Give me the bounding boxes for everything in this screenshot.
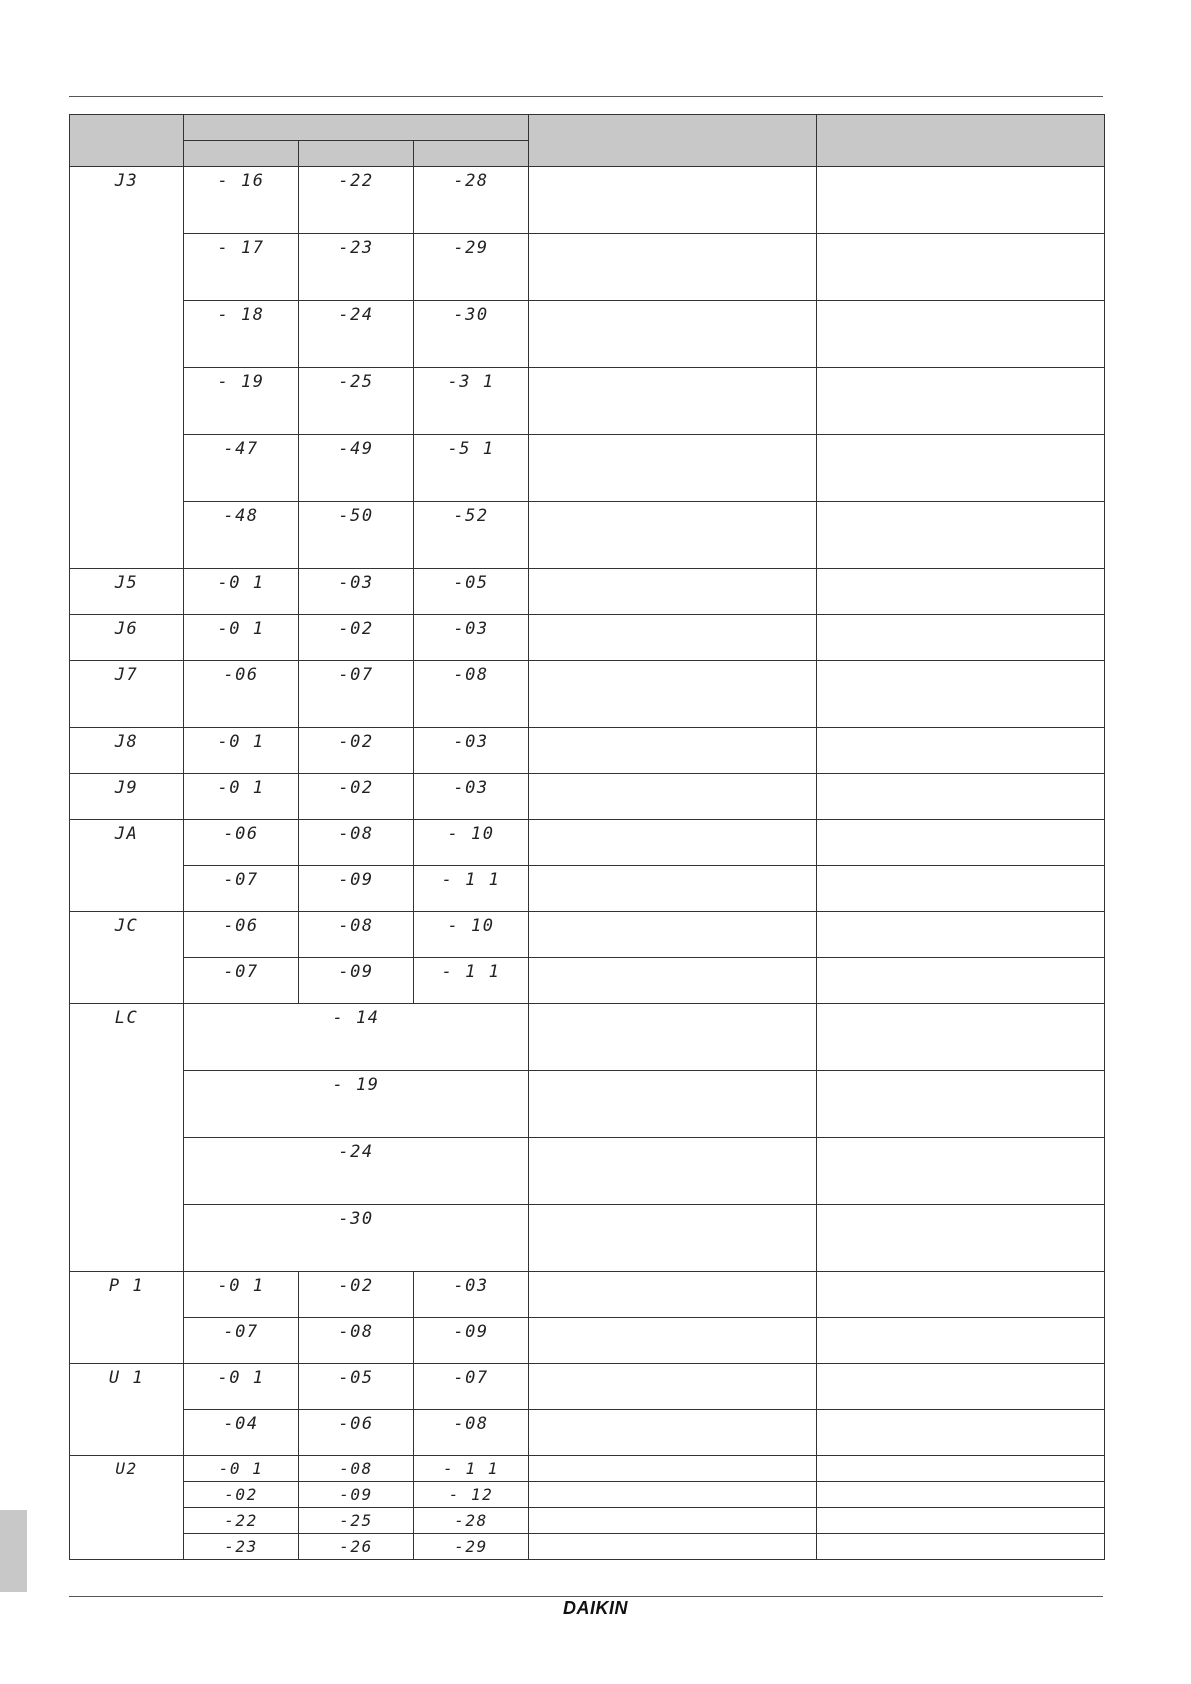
sub-code: -08 — [338, 1322, 374, 1342]
sub-code: -06 — [338, 1414, 374, 1434]
sub-code: -09 — [453, 1322, 489, 1342]
sub-code-cell — [299, 820, 414, 866]
sub-code-cell — [184, 958, 299, 1004]
sub-code: - 1 1 — [441, 870, 501, 890]
sub-code: - 16 — [217, 171, 265, 191]
sub-code-cell — [299, 1364, 414, 1410]
sub-code: -24 — [338, 305, 374, 325]
solution-cell — [817, 1456, 1105, 1482]
sub-code-cell — [414, 301, 529, 368]
sub-code: -03 — [453, 619, 489, 639]
main-code: J6 — [114, 619, 139, 639]
main-code-cell — [70, 820, 184, 912]
sub-code-cell — [299, 1456, 414, 1482]
sub-code: - 1 1 — [443, 1459, 499, 1478]
main-code-cell — [70, 912, 184, 1004]
sub-code: -0 1 — [218, 1459, 264, 1478]
sub-code-cell — [299, 167, 414, 234]
sub-code-cell — [184, 1364, 299, 1410]
sub-code: -06 — [223, 916, 259, 936]
description-cell — [529, 774, 817, 820]
description-cell — [529, 569, 817, 615]
solution-cell — [817, 1364, 1105, 1410]
sub-code-cell — [414, 774, 529, 820]
sub-code-cell — [184, 1318, 299, 1364]
sub-code-cell — [299, 502, 414, 569]
solution-cell — [817, 569, 1105, 615]
sub-code-cell — [299, 1534, 414, 1560]
solution-cell — [817, 368, 1105, 435]
table-row — [70, 615, 1105, 661]
sub-code: -02 — [338, 619, 374, 639]
main-code: JA — [114, 824, 139, 844]
sub-code: -49 — [338, 439, 374, 459]
sub-code: -22 — [338, 171, 374, 191]
table-row — [70, 1004, 1105, 1071]
description-cell — [529, 615, 817, 661]
solution-cell — [817, 1410, 1105, 1456]
sub-code-cell — [414, 728, 529, 774]
header-description — [529, 115, 817, 167]
sub-code: -02 — [338, 778, 374, 798]
sub-code: -07 — [223, 962, 259, 982]
solution-cell — [817, 615, 1105, 661]
description-cell — [529, 1410, 817, 1456]
sub-code: -03 — [453, 778, 489, 798]
main-code: U2 — [115, 1459, 138, 1478]
main-code-cell — [70, 569, 184, 615]
description-cell — [529, 234, 817, 301]
main-code: J5 — [114, 573, 139, 593]
sub-code: -02 — [224, 1485, 258, 1504]
solution-cell — [817, 1318, 1105, 1364]
solution-cell — [817, 1205, 1105, 1272]
sub-code: -07 — [338, 665, 374, 685]
sub-code: -5 1 — [447, 439, 495, 459]
solution-cell — [817, 1071, 1105, 1138]
sub-code: -0 1 — [217, 573, 265, 593]
sub-code-cell — [414, 502, 529, 569]
sub-code-cell — [299, 301, 414, 368]
sub-code-cell — [414, 1364, 529, 1410]
solution-cell — [817, 958, 1105, 1004]
table-row — [70, 866, 1105, 912]
table-row — [70, 912, 1105, 958]
sub-code: -08 — [453, 665, 489, 685]
sub-code-cell — [299, 1508, 414, 1534]
sub-code: -08 — [338, 824, 374, 844]
solution-cell — [817, 435, 1105, 502]
sub-code: -48 — [223, 506, 259, 526]
description-cell — [529, 866, 817, 912]
sub-code-cell — [299, 569, 414, 615]
sub-code-cell — [299, 1272, 414, 1318]
sub-code-cell — [299, 368, 414, 435]
sub-code-cell — [184, 1482, 299, 1508]
sub-code-cell — [414, 866, 529, 912]
sub-code-cell — [299, 958, 414, 1004]
table-row — [70, 1272, 1105, 1318]
main-code-cell — [70, 1004, 184, 1272]
sub-code-cell — [299, 1410, 414, 1456]
sub-code-cell — [414, 1410, 529, 1456]
main-code-cell — [70, 661, 184, 728]
main-code: P 1 — [108, 1276, 145, 1296]
sub-code-cell — [184, 368, 299, 435]
sub-code: -07 — [223, 1322, 259, 1342]
sub-code: -29 — [454, 1537, 488, 1556]
sub-code-cell — [184, 1004, 529, 1071]
sub-code: -02 — [338, 1276, 374, 1296]
sub-code-cell — [184, 502, 299, 569]
main-code-cell — [70, 728, 184, 774]
table-row — [70, 1482, 1105, 1508]
sub-code-cell — [299, 728, 414, 774]
sub-code-cell — [414, 167, 529, 234]
sub-code: -23 — [338, 238, 374, 258]
sub-code: -07 — [453, 1368, 489, 1388]
description-cell — [529, 820, 817, 866]
main-code: J8 — [114, 732, 139, 752]
header-solution — [817, 115, 1105, 167]
sub-code: -23 — [224, 1537, 258, 1556]
sub-code-cell — [414, 435, 529, 502]
table-row — [70, 569, 1105, 615]
solution-cell — [817, 1272, 1105, 1318]
sub-code: -03 — [338, 573, 374, 593]
header-rule — [69, 96, 1103, 97]
sub-code: -0 1 — [217, 732, 265, 752]
table-row — [70, 728, 1105, 774]
sub-code-cell — [299, 1318, 414, 1364]
main-code: U 1 — [108, 1368, 145, 1388]
sub-code: -06 — [223, 824, 259, 844]
sub-code-cell — [299, 435, 414, 502]
description-cell — [529, 661, 817, 728]
sub-code: -0 1 — [217, 778, 265, 798]
sub-code: -30 — [453, 305, 489, 325]
sub-code: -05 — [338, 1368, 374, 1388]
sub-code: -03 — [453, 1276, 489, 1296]
main-code: LC — [114, 1008, 139, 1028]
table-header-row — [70, 115, 1105, 141]
sub-code-cell — [299, 912, 414, 958]
sub-code: -08 — [339, 1459, 373, 1478]
sub-code: -05 — [453, 573, 489, 593]
description-cell — [529, 301, 817, 368]
sub-code-cell — [184, 912, 299, 958]
sub-code-cell — [184, 1205, 529, 1272]
sub-code-cell — [184, 234, 299, 301]
sub-code: -25 — [339, 1511, 373, 1530]
description-cell — [529, 502, 817, 569]
sub-code-cell — [184, 435, 299, 502]
sub-code-cell — [414, 912, 529, 958]
header-sub-code — [184, 115, 529, 141]
description-cell — [529, 1138, 817, 1205]
sub-code: - 10 — [447, 824, 495, 844]
sub-code-cell — [414, 1272, 529, 1318]
sub-code: -47 — [223, 439, 259, 459]
sub-code-cell — [184, 569, 299, 615]
main-code-cell — [70, 167, 184, 569]
table-row — [70, 368, 1105, 435]
description-cell — [529, 1318, 817, 1364]
sub-code: -50 — [338, 506, 374, 526]
table-row — [70, 167, 1105, 234]
description-cell — [529, 728, 817, 774]
description-cell — [529, 958, 817, 1004]
sub-code-cell — [184, 728, 299, 774]
sub-code-cell — [414, 615, 529, 661]
solution-cell — [817, 661, 1105, 728]
sub-code-cell — [184, 1138, 529, 1205]
header-main-code — [70, 115, 184, 167]
table-row — [70, 1456, 1105, 1482]
table-row — [70, 958, 1105, 1004]
sub-code-cell — [184, 1534, 299, 1560]
sub-code: -29 — [453, 238, 489, 258]
main-code: J7 — [114, 665, 139, 685]
sub-code-cell — [299, 774, 414, 820]
sub-code-cell — [184, 167, 299, 234]
sub-code: -22 — [224, 1511, 258, 1530]
solution-cell — [817, 866, 1105, 912]
description-cell — [529, 1364, 817, 1410]
solution-cell — [817, 1508, 1105, 1534]
sub-code-cell — [414, 1508, 529, 1534]
sub-code-cell — [184, 661, 299, 728]
sub-code-cell — [184, 1410, 299, 1456]
sub-code-cell — [299, 661, 414, 728]
sub-code-cell — [184, 1071, 529, 1138]
table-row — [70, 234, 1105, 301]
solution-cell — [817, 820, 1105, 866]
sub-code-cell — [184, 820, 299, 866]
sub-code-cell — [299, 234, 414, 301]
sub-code-cell — [299, 866, 414, 912]
table-row — [70, 301, 1105, 368]
sub-code-cell — [299, 615, 414, 661]
header-sub-code-col-1 — [184, 141, 299, 167]
sub-code: -0 1 — [217, 1276, 265, 1296]
sub-code: - 19 — [217, 372, 265, 392]
sub-code: - 18 — [217, 305, 265, 325]
sub-code-cell — [414, 1482, 529, 1508]
sub-code-cell — [299, 1482, 414, 1508]
sub-code: -0 1 — [217, 619, 265, 639]
solution-cell — [817, 1534, 1105, 1560]
footer-rule — [69, 1596, 1103, 1597]
daikin-logo: DAIKIN — [563, 1598, 628, 1618]
description-cell — [529, 1004, 817, 1071]
main-code: JC — [114, 916, 139, 936]
sub-code: -0 1 — [217, 1368, 265, 1388]
table-row — [70, 661, 1105, 728]
header-sub-code-col-2 — [299, 141, 414, 167]
sub-code-cell — [184, 1508, 299, 1534]
sub-code: - 14 — [332, 1008, 380, 1028]
solution-cell — [817, 167, 1105, 234]
sub-code: -07 — [223, 870, 259, 890]
sub-code: -08 — [453, 1414, 489, 1434]
sub-code-cell — [184, 1456, 299, 1482]
sub-code: - 19 — [332, 1075, 380, 1095]
description-cell — [529, 1456, 817, 1482]
sub-code: -26 — [339, 1537, 373, 1556]
error-code-table — [69, 114, 1105, 1560]
main-code-cell — [70, 1456, 184, 1560]
sub-code-cell — [184, 301, 299, 368]
sub-code: - 12 — [448, 1485, 494, 1504]
description-cell — [529, 1482, 817, 1508]
table-row — [70, 1071, 1105, 1138]
sub-code-cell — [184, 866, 299, 912]
table-row — [70, 820, 1105, 866]
sub-code: -09 — [339, 1485, 373, 1504]
table-row — [70, 774, 1105, 820]
description-cell — [529, 368, 817, 435]
sub-code: -30 — [338, 1209, 374, 1229]
solution-cell — [817, 1138, 1105, 1205]
sub-code: -06 — [223, 665, 259, 685]
description-cell — [529, 1508, 817, 1534]
table-row — [70, 435, 1105, 502]
header-sub-code-col-3 — [414, 141, 529, 167]
sub-code-cell — [184, 774, 299, 820]
sub-code: - 10 — [447, 916, 495, 936]
sub-code-cell — [184, 615, 299, 661]
table-row — [70, 502, 1105, 569]
solution-cell — [817, 301, 1105, 368]
description-cell — [529, 167, 817, 234]
sub-code: -28 — [454, 1511, 488, 1530]
sub-code: -24 — [338, 1142, 374, 1162]
main-code-cell — [70, 774, 184, 820]
description-cell — [529, 1205, 817, 1272]
main-code: J3 — [114, 171, 139, 191]
solution-cell — [817, 728, 1105, 774]
solution-cell — [817, 1482, 1105, 1508]
sub-code: -09 — [338, 870, 374, 890]
table-row — [70, 1508, 1105, 1534]
sub-code-cell — [414, 661, 529, 728]
sub-code: -28 — [453, 171, 489, 191]
sub-code-cell — [414, 820, 529, 866]
sub-code: -08 — [338, 916, 374, 936]
sub-code: -3 1 — [447, 372, 495, 392]
main-code-cell — [70, 615, 184, 661]
solution-cell — [817, 502, 1105, 569]
table-row — [70, 1534, 1105, 1560]
description-cell — [529, 1272, 817, 1318]
sub-code-cell — [414, 1534, 529, 1560]
description-cell — [529, 912, 817, 958]
main-code-cell — [70, 1272, 184, 1364]
sub-code: -52 — [453, 506, 489, 526]
sub-code: -25 — [338, 372, 374, 392]
table-row — [70, 1410, 1105, 1456]
sub-code: -04 — [223, 1414, 259, 1434]
main-code-cell — [70, 1364, 184, 1456]
description-cell — [529, 435, 817, 502]
sub-code-cell — [184, 1272, 299, 1318]
sub-code: - 17 — [217, 238, 265, 258]
description-cell — [529, 1534, 817, 1560]
main-code: J9 — [114, 778, 139, 798]
table-row — [70, 1205, 1105, 1272]
description-cell — [529, 1071, 817, 1138]
side-tab-marker — [0, 1510, 27, 1592]
table-row — [70, 1138, 1105, 1205]
sub-code-cell — [414, 958, 529, 1004]
table-row — [70, 1364, 1105, 1410]
solution-cell — [817, 774, 1105, 820]
sub-code-cell — [414, 1456, 529, 1482]
solution-cell — [817, 912, 1105, 958]
table-row — [70, 1318, 1105, 1364]
sub-code: - 1 1 — [441, 962, 501, 982]
solution-cell — [817, 1004, 1105, 1071]
sub-code: -02 — [338, 732, 374, 752]
sub-code-cell — [414, 368, 529, 435]
sub-code-cell — [414, 569, 529, 615]
sub-code-cell — [414, 234, 529, 301]
sub-code: -09 — [338, 962, 374, 982]
sub-code-cell — [414, 1318, 529, 1364]
solution-cell — [817, 234, 1105, 301]
sub-code: -03 — [453, 732, 489, 752]
